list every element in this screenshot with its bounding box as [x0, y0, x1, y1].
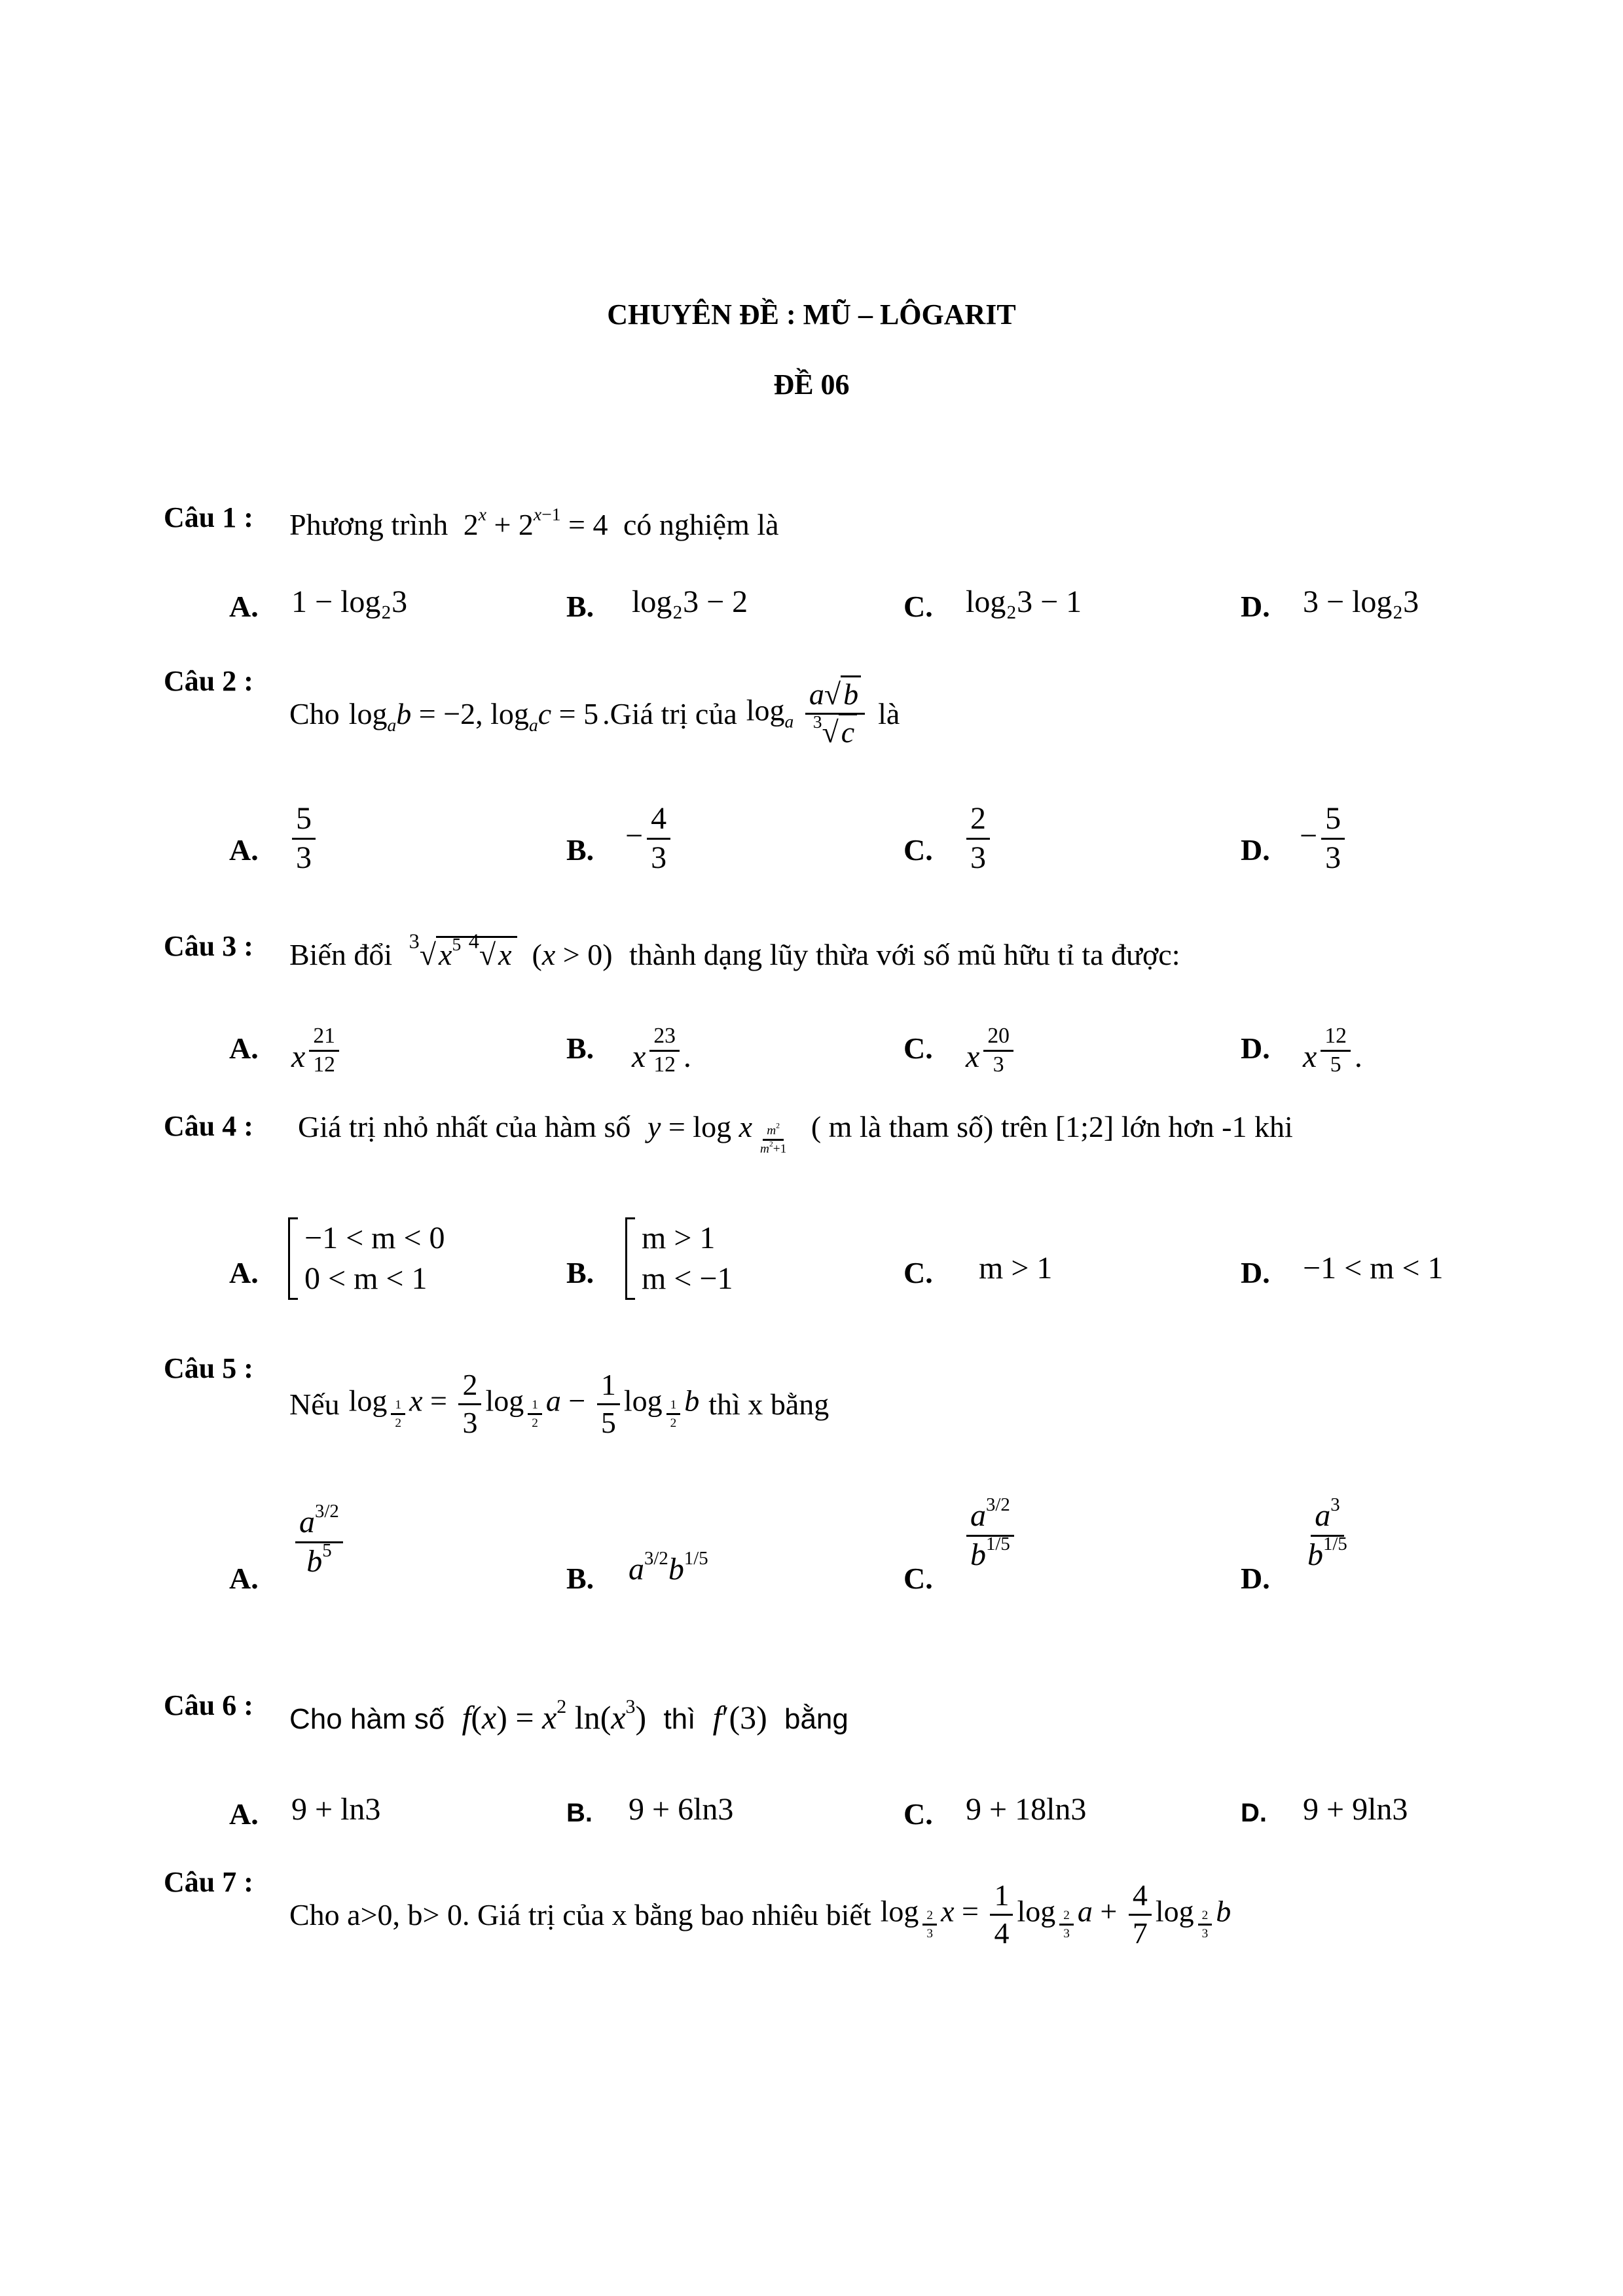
question-4-function: y = log x $_{\frac{m^2}{m^2+1}}$	[647, 1110, 787, 1157]
question-2-text-mid: .Giá trị của	[602, 696, 737, 730]
q2-option-c-label: C.	[903, 833, 933, 867]
question-2-label: Câu 2 :	[164, 665, 253, 697]
q1-option-b-text: log₂3 − 2	[632, 584, 748, 619]
q6-option-b-text: 9 + 6ln3	[629, 1792, 734, 1827]
q3-option-d-value: x $\frac{12}{5}$ .	[1303, 1024, 1362, 1077]
question-2-given: $\log_ab = -2$, $\log_ac = 5$	[348, 696, 599, 735]
q5-option-a-label: A.	[229, 1562, 259, 1595]
q5-option-c-value: $\frac{a^{3/2}}{b^{1/5}}$	[962, 1499, 1018, 1573]
page-subtitle: ĐỀ 06	[773, 368, 850, 401]
q2-option-a-value: $\frac{5}{3}$	[288, 802, 319, 876]
question-6-text-mid: thì	[663, 1703, 696, 1735]
q1-option-d-text: 3 − log₂3	[1303, 584, 1419, 619]
q1-option-d-label: D.	[1241, 590, 1270, 623]
question-5-equation: log $_{\frac{1}{2}}$ x = $\frac{2}{3}$ log $_{\frac{1}{2}}$ a − $\frac{1}{5}$ log $_{\frac{1}{2}}$ b	[348, 1367, 700, 1439]
question-4-text-after: ( m là tham số) trên [1;2] lớn hơn -1 khi	[811, 1110, 1293, 1143]
q1-option-c-text: log₂3 − 1	[966, 584, 1082, 619]
question-2-text	[289, 661, 900, 766]
question-6-text-after: bằng	[784, 1703, 848, 1735]
q1-option-c-label: C.	[903, 590, 933, 623]
q6-option-c-text: 9 + 18ln3	[966, 1792, 1087, 1827]
q3-option-d-label: D.	[1241, 1031, 1270, 1065]
q2-option-b-label: B.	[566, 833, 594, 867]
question-7-text	[289, 1859, 1240, 1970]
q2-option-b-value: − $\frac{4}{3}$	[625, 802, 674, 876]
q4-option-a-value: −1 < m < 0 0 < m < 1	[288, 1217, 445, 1300]
q1-option-a-text: 1 − log₂3	[291, 584, 408, 619]
question-4-label: Câu 4 :	[164, 1110, 253, 1142]
question-2-text-before: Cho	[289, 696, 340, 730]
q4-option-b-label: B.	[566, 1256, 594, 1289]
q1-option-a-label: A.	[229, 590, 259, 623]
q3-option-a-value: x $\frac{21}{12}$	[291, 1024, 343, 1077]
q5-option-a-value: $\frac{a^{3/2}}{b^5}$	[291, 1505, 347, 1579]
question-4-text-before: Giá trị nhỏ nhất của hàm số	[298, 1110, 631, 1143]
question-5-label: Câu 5 :	[164, 1352, 253, 1384]
q5-option-c-label: C.	[903, 1562, 933, 1595]
question-1-text	[289, 503, 779, 542]
q6-option-a-text: 9 + ln3	[291, 1792, 381, 1827]
q4-option-b-value: m > 1 m < −1	[625, 1217, 733, 1300]
question-5-text	[289, 1348, 829, 1460]
question-5-text-before: Nếu	[289, 1387, 340, 1421]
q6-option-c-label: C.	[903, 1797, 933, 1831]
question-7-label: Câu 7 :	[164, 1866, 253, 1898]
question-5-text-after: thì x bằng	[708, 1387, 830, 1421]
q3-option-c-value: x $\frac{20}{3}$	[966, 1024, 1017, 1077]
q3-option-a-label: A.	[229, 1031, 259, 1065]
question-3-label: Câu 3 :	[164, 930, 253, 962]
question-6-function: $f(x) = x^2$ $\ln(x^3)$	[462, 1696, 647, 1736]
question-6-derivative: f′(3)	[712, 1699, 767, 1736]
question-6-text-before: Cho hàm số	[289, 1703, 445, 1735]
q4-option-a-label: A.	[229, 1256, 259, 1289]
q5-option-d-label: D.	[1241, 1562, 1270, 1595]
q3-option-c-label: C.	[903, 1031, 933, 1065]
question-7-equation: log $_{\frac{2}{3}}$ x = $\frac{1}{4}$ log $_{\frac{2}{3}}$ a + $\frac{4}{7}$ log $_{\frac{2}{3}}$ b	[880, 1878, 1231, 1950]
q4-option-c-text: m > 1	[979, 1251, 1053, 1285]
q1-option-b-label: B.	[566, 590, 594, 623]
question-6-label: Câu 6 :	[164, 1689, 253, 1721]
q4-option-c-label: C.	[903, 1256, 933, 1289]
q2-option-c-value: $\frac{2}{3}$	[962, 802, 994, 876]
q2-option-d-value: − $\frac{5}{3}$	[1300, 802, 1349, 876]
q3-option-b-value: x $\frac{23}{12}$ .	[632, 1024, 691, 1077]
q2-option-a-label: A.	[229, 833, 259, 867]
q5-option-b-value: $a^{3/2}b^{1/5}$	[629, 1547, 708, 1587]
question-4-text	[298, 1109, 1293, 1156]
question-3-text-after: thành dạng lũy thừa với số mũ hữu tỉ ta được:	[629, 938, 1180, 971]
question-3-text	[289, 929, 1180, 972]
q6-option-d-label: D.	[1241, 1799, 1267, 1827]
q6-option-b-label: B.	[566, 1799, 593, 1827]
q6-option-d-text: 9 + 9ln3	[1303, 1792, 1408, 1827]
q2-option-d-label: D.	[1241, 833, 1270, 867]
question-1-equation: $2^x + 2^{x-1} = 4$	[463, 503, 608, 541]
q5-option-b-label: B.	[566, 1562, 594, 1595]
q5-option-d-value: $\frac{a^3}{b^{1/5}}$	[1307, 1494, 1347, 1572]
q4-option-d-label: D.	[1241, 1256, 1270, 1289]
q3-option-b-label: B.	[566, 1031, 594, 1065]
question-3-text-before: Biến đổi	[289, 938, 393, 971]
question-2-expression: $\log_a$ $\frac{a√b}{^3√c}$	[746, 678, 869, 749]
question-3-expression: $^3√x^5$ $^4$√x (x > 0)	[409, 929, 613, 971]
question-1-text-after: có nghiệm là	[623, 508, 779, 541]
question-1-text-before: Phương trình	[289, 508, 448, 541]
page-title: CHUYÊN ĐỀ : MŨ – LÔGARIT	[607, 298, 1016, 331]
question-2-text-after: là	[878, 696, 900, 730]
question-6-text	[289, 1698, 848, 1736]
question-1-label: Câu 1 :	[164, 501, 253, 533]
q6-option-a-label: A.	[229, 1797, 259, 1831]
q4-option-d-text: −1 < m < 1	[1303, 1251, 1444, 1285]
question-7-text-before: Cho a>0, b> 0. Giá trị của x bằng bao nhiêu biết	[289, 1897, 871, 1931]
